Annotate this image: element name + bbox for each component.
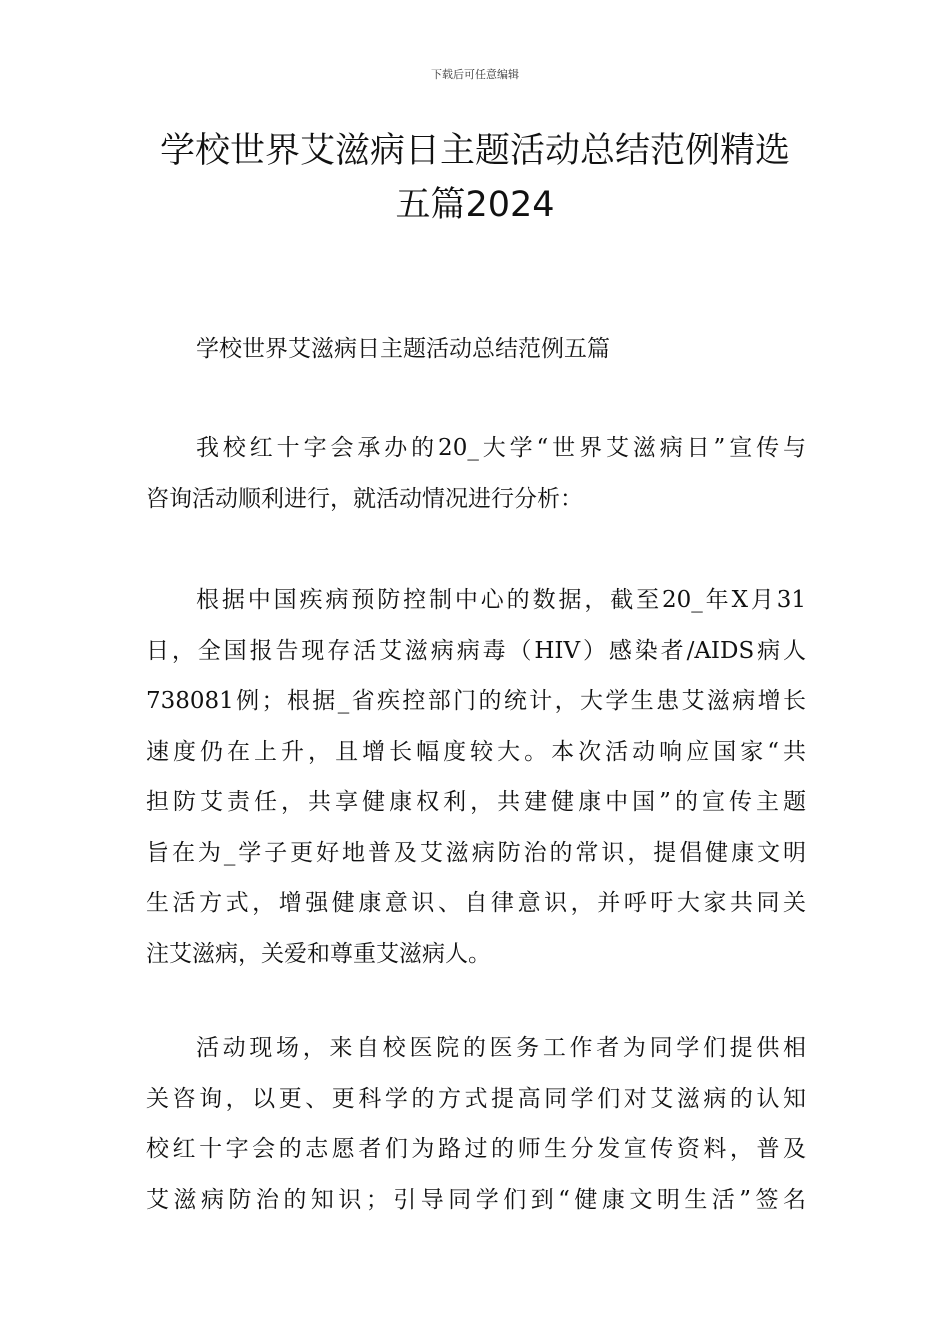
paragraph-line: 活动现场，来自校医院的医务工作者为同学们提供相: [196, 1035, 806, 1061]
title-line-2: 五篇2024: [395, 185, 555, 225]
title-line-1: 学校世界艾滋病日主题活动总结范例精选: [159, 131, 790, 171]
paragraph-line: 生活方式，增强健康意识、自律意识，并呼吁大家共同关: [146, 890, 806, 916]
paragraph-line: 根据中国疾病预防控制中心的数据，截至20_年X月31: [196, 587, 806, 613]
subtitle: [146, 324, 806, 375]
document-title: [130, 124, 820, 232]
paragraph-line: 担防艾责任，共享健康权利，共建健康中国”的宣传主题: [146, 789, 806, 815]
paragraph-line: 咨询活动顺利进行，就活动情况进行分析：: [146, 485, 583, 512]
paragraph-2: [146, 575, 806, 979]
paragraph-line: 旨在为_学子更好地普及艾滋病防治的常识，提倡健康文明: [146, 839, 806, 866]
paragraph-line: 日，全国报告现存活艾滋病病毒（HIV）感染者/AIDS病人: [146, 637, 806, 664]
paragraph-line: 校红十字会的志愿者们为路过的师生分发宣传资料，普及: [146, 1136, 806, 1162]
paragraph-line: 关咨询，以更、更科学的方式提高同学们对艾滋病的认知: [146, 1085, 806, 1112]
paragraph-3: [146, 1023, 806, 1225]
paragraph-line: 速度仍在上升，且增长幅度较大。本次活动响应国家“共: [146, 738, 806, 765]
subtitle-text: 学校世界艾滋病日主题活动总结范例五篇: [196, 336, 610, 362]
header-note: 下载后可任意编辑: [431, 68, 519, 81]
paragraph-line: 艾滋病防治的知识；引导同学们到“健康文明生活”签名: [146, 1186, 806, 1213]
paragraph-1: [146, 423, 806, 524]
paragraph-line: 我校红十字会承办的20_大学“世界艾滋病日”宣传与: [196, 435, 806, 461]
paragraph-line: 注艾滋病，关爱和尊重艾滋病人。: [146, 940, 491, 967]
paragraph-line: 738081例；根据_省疾控部门的统计，大学生患艾滋病增长: [146, 688, 806, 714]
